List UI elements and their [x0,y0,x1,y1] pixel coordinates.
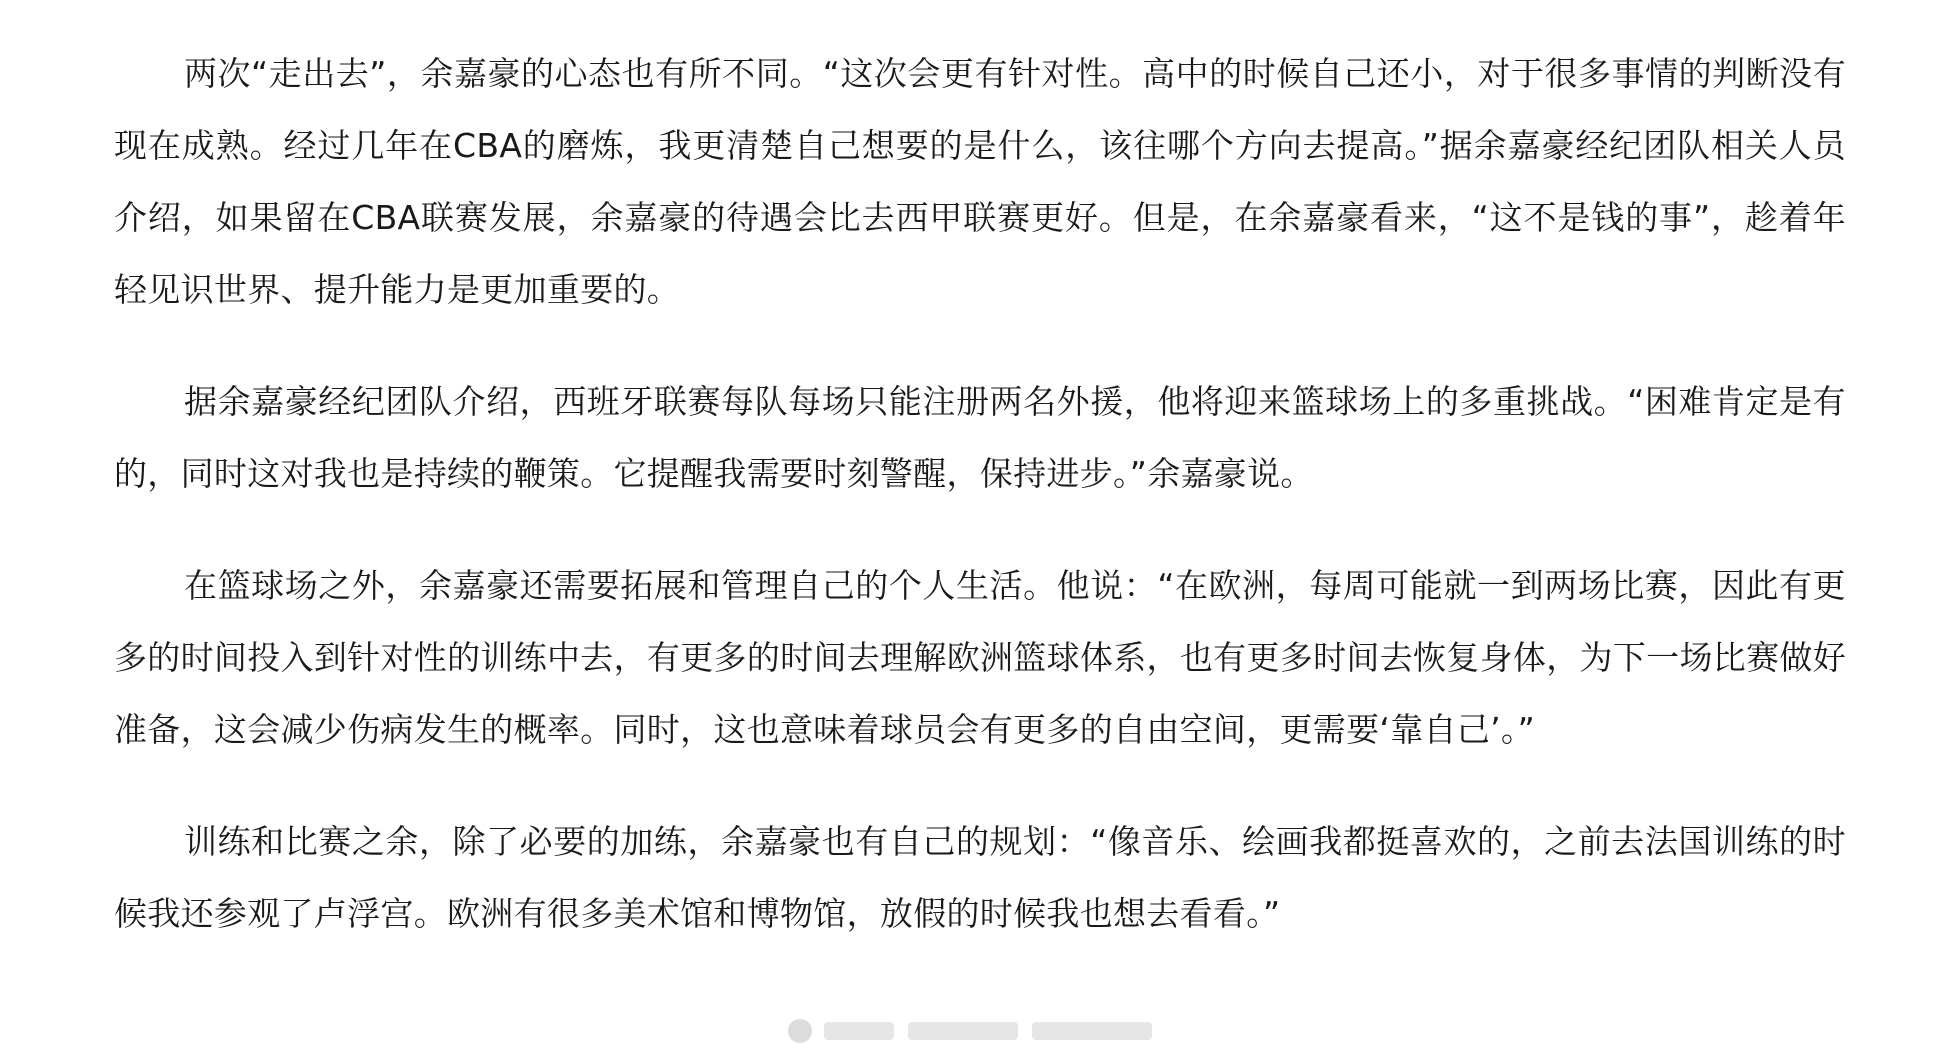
watermark-bar [1032,1022,1152,1040]
article-body [114,38,1846,950]
paragraph-1: 两次“走出去”，余嘉豪的心态也有所不同。“这次会更有针对性。高中的时候自己还小，对于很多事情的判断没有现在成熟。经过几年在CBA的磨炼，我更清楚自己想要的是什么，该往哪个方向去提高。”据余嘉豪经纪团队相关人员介绍，如果留在CBA联赛发展，余嘉豪的待遇会比去西甲联赛更好。但是，在余嘉豪看来，“这不是钱的事”，趁着年轻见识世界、提升能力是更加重要的。 [114,54,1846,309]
watermark-bar [908,1022,1018,1040]
paragraph-4: 训练和比赛之余，除了必要的加练，余嘉豪也有自己的规划：“像音乐、绘画我都挺喜欢的，之前去法国训练的时候我还参观了卢浮宫。欧洲有很多美术馆和博物馆，放假的时候我也想去看看。” [114,822,1846,933]
blurred-watermark-overlay [760,1008,1180,1054]
paragraph-2: 据余嘉豪经纪团队介绍，西班牙联赛每队每场只能注册两名外援，他将迎来篮球场上的多重挑战。“困难肯定是有的，同时这对我也是持续的鞭策。它提醒我需要时刻警醒，保持进步。”余嘉豪说。 [114,382,1846,493]
paragraph-3: 在篮球场之外，余嘉豪还需要拓展和管理自己的个人生活。他说：“在欧洲，每周可能就一到两场比赛，因此有更多的时间投入到针对性的训练中去，有更多的时间去理解欧洲篮球体系，也有更多时间去恢复身体，为下一场比赛做好准备，这会减少伤病发生的概率。同时，这也意味着球员会有更多的自由空间，更需要‘靠自己’。” [114,566,1846,749]
watermark-bar [824,1022,894,1040]
watermark-avatar-icon [788,1019,812,1043]
